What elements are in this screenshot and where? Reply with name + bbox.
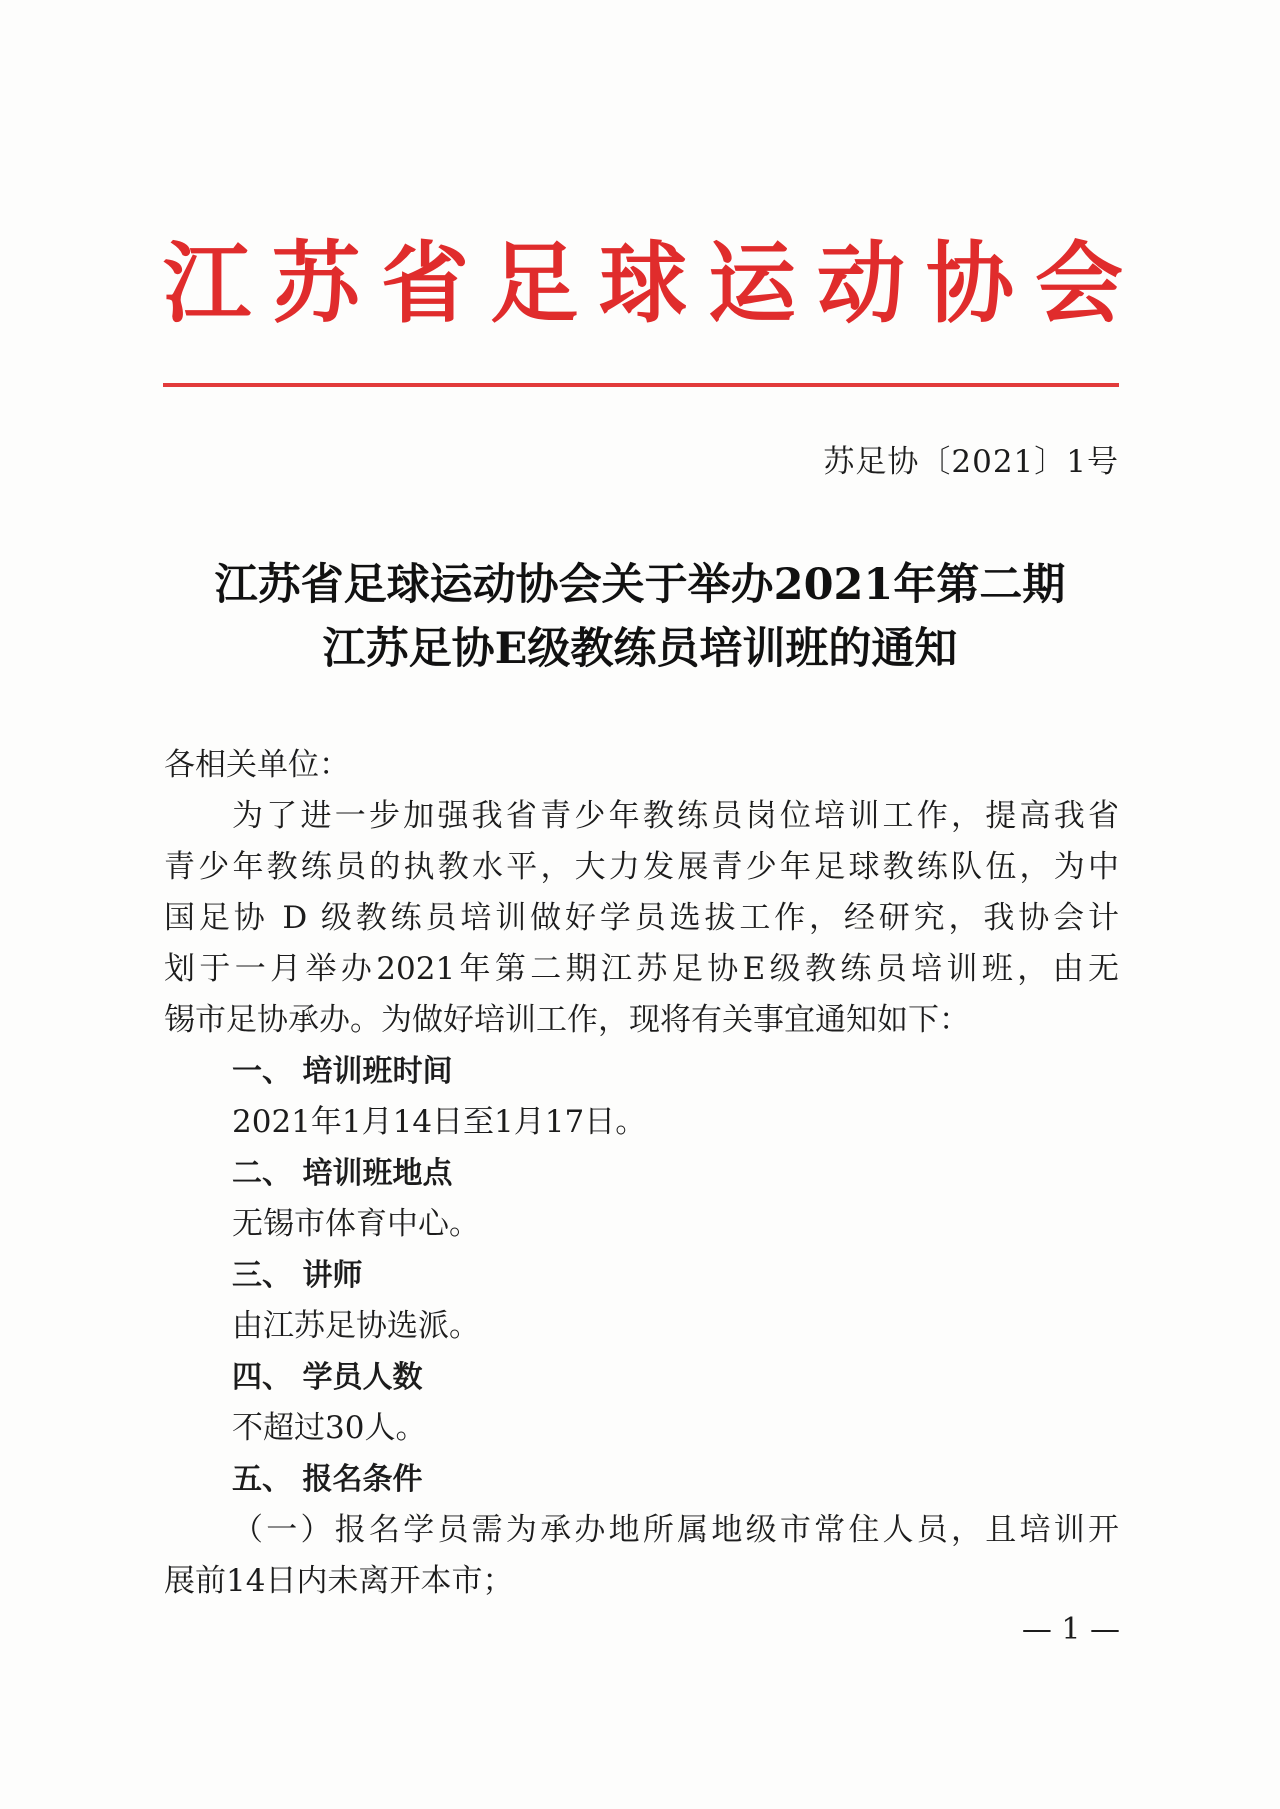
section-content-location: 无锡市体育中心。 bbox=[232, 1206, 480, 1242]
page-number: — 1 — bbox=[1021, 1612, 1120, 1647]
eligibility-line: 展前14日内未离开本市； bbox=[164, 1563, 514, 1599]
section-content-eligibility bbox=[164, 1505, 1119, 1607]
document-number: 苏足协〔2021〕1号 bbox=[823, 444, 1119, 480]
document-title bbox=[160, 553, 1120, 681]
intro-line: 国足协 D 级教练员培训做好学员选拔工作，经研究，我协会计 bbox=[164, 900, 1119, 936]
section-content-time: 2021年1月14日至1月17日。 bbox=[232, 1104, 647, 1140]
title-line-1: 江苏省足球运动协会关于举办2021年第二期 bbox=[214, 560, 1066, 610]
intro-line: 锡市足协承办。为做好培训工作，现将有关事宜通知如下： bbox=[164, 1002, 970, 1038]
title-line-2: 江苏足协E级教练员培训班的通知 bbox=[322, 624, 958, 674]
letterhead-org-name: 江苏省足球运动协会 bbox=[163, 231, 1123, 335]
section-heading-instructor: 三、 讲师 bbox=[232, 1258, 363, 1293]
section-heading-eligibility: 五、 报名条件 bbox=[232, 1462, 423, 1497]
section-heading-time: 一、 培训班时间 bbox=[232, 1054, 453, 1089]
section-content-instructor: 由江苏足协选派。 bbox=[232, 1308, 480, 1344]
section-content-trainee-count: 不超过30人。 bbox=[232, 1410, 427, 1446]
section-heading-location: 二、 培训班地点 bbox=[232, 1156, 453, 1191]
intro-paragraph bbox=[164, 791, 1119, 1046]
intro-line: 青少年教练员的执教水平，大力发展青少年足球教练队伍，为中 bbox=[164, 849, 1119, 885]
document-body bbox=[164, 740, 1119, 1607]
salutation: 各相关单位： bbox=[164, 747, 350, 783]
eligibility-line: （一）报名学员需为承办地所属地级市常住人员，且培训开 bbox=[232, 1512, 1119, 1548]
intro-line: 划于一月举办2021年第二期江苏足协E级教练员培训班，由无 bbox=[164, 951, 1119, 987]
intro-line: 为了进一步加强我省青少年教练员岗位培训工作，提高我省 bbox=[232, 798, 1119, 834]
section-heading-trainee-count: 四、 学员人数 bbox=[232, 1360, 423, 1395]
letterhead-red-rule bbox=[163, 383, 1119, 387]
